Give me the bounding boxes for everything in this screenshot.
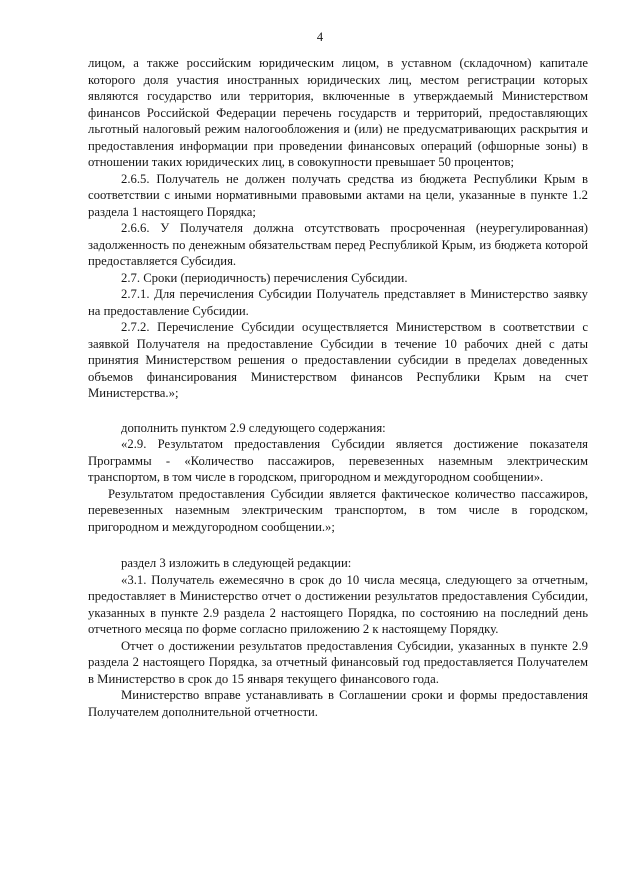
spacer (88, 402, 588, 420)
document-body (88, 55, 588, 720)
paragraph-2-7: 2.7. Сроки (периодичность) перечисления Субсидии. (121, 270, 408, 285)
paragraph-2-6-5: 2.6.5. Получатель не должен получать средства из бюджета Республики Крым в соответствии с иными нормативными правовыми актами на цели, указанные в пункте 1.2 раздела 1 настоящего Порядка; (88, 171, 588, 219)
page-number: 4 (316, 30, 324, 44)
paragraph-2-6-6: 2.6.6. У Получателя должна отсутствовать просроченная (неурегулированная) задолженность по денежным обязательствам перед Республикой Крым, из бюджета которой предоставляется Субсидия. (88, 221, 588, 268)
spacer (88, 535, 588, 555)
paragraph-3-1: «3.1. Получатель ежемесячно в срок до 10 числа месяца, следующего за отчетным, предоставляет в Министерство отчет о достижении результатов предоставления Субсидии, указанных в пункте 2.9 раздела 2 настоящего Порядка, по состоянию на последний день отчетного месяца по форме согласно приложению 2 к настоящему Порядку. (88, 572, 588, 636)
paragraph-offshore-continuation: лицом, а также российским юридическим лицом, в уставном (складочном) капитале которого доля участия иностранных юридических лиц, местом регистрации которых являются государство или территория, включенные в утверждаемый Министерством финансов Российской Федерации перечень государств и территорий, предоставляющих льготный налоговый режим налогообложения и (или) не предусматривающих раскрытия и предоставления информации при проведении финансовых операций (офшорные зоны) в отношении таких юридических лиц, в совокупности превышает 50 процентов; (88, 56, 588, 169)
paragraph-result: Результатом предоставления Субсидии является фактическое количество пассажиров, перевезенных наземным электрическим транспортом, в том числе в городском, пригородном и междугородном сообщении.»; (88, 486, 588, 534)
paragraph-2-9: «2.9. Результатом предоставления Субсидии является достижение показателя Программы - «Количество пассажиров, перевезенных наземным электрическим транспортом, в том числе в городском, пригородном и междугородном сообщении». (88, 437, 588, 484)
paragraph-add-2-9: дополнить пунктом 2.9 следующего содержания: (121, 420, 386, 435)
paragraph-section-3: раздел 3 изложить в следующей редакции: (121, 556, 352, 570)
paragraph-report-annual: Отчет о достижении результатов предоставления Субсидии, указанных в пункте 2.9 раздела 2 настоящего Порядка, за отчетный финансовый год предоставляется Получателем в Министерство в срок до 15 января текущего финансового года. (88, 638, 588, 686)
paragraph-ministry-rights: Министерство вправе устанавливать в Соглашении сроки и формы предоставления Получателем дополнительной отчетности. (88, 688, 588, 719)
paragraph-2-7-1: 2.7.1. Для перечисления Субсидии Получатель представляет в Министерство заявку на предоставление Субсидии. (88, 287, 588, 318)
paragraph-2-7-2: 2.7.2. Перечисление Субсидии осуществляется Министерством в соответствии с заявкой Получателя на предоставление Субсидии в течение 10 рабочих дней с даты принятия Министерством решения о предоставлении субсидии в пределах доведенных объемов финансирования Министерством финансов Республики Крым на счет Министерства.»; (88, 320, 588, 400)
